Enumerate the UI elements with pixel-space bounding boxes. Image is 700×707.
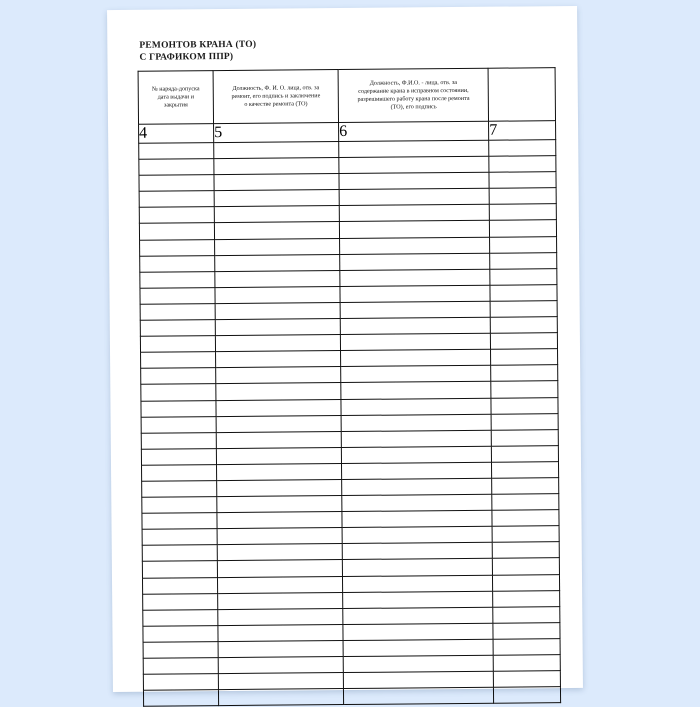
cell-repair-responsible xyxy=(217,544,342,561)
cell-order-number xyxy=(141,416,216,433)
cell-order-number xyxy=(143,690,218,707)
cell-crane-condition-responsible xyxy=(340,285,490,302)
cell-repair-responsible xyxy=(214,206,339,223)
cell-order-number xyxy=(140,336,215,353)
cell-repair-responsible xyxy=(217,463,342,480)
cell-notes xyxy=(490,252,557,269)
cell-order-number xyxy=(141,400,216,417)
cell-notes xyxy=(490,317,557,334)
cell-repair-responsible xyxy=(218,657,343,674)
column-number-6: 6 xyxy=(339,121,489,141)
cell-notes xyxy=(491,397,558,414)
cell-order-number xyxy=(143,674,218,691)
cell-notes xyxy=(491,413,558,430)
cell-crane-condition-responsible xyxy=(343,639,493,656)
cell-order-number xyxy=(141,368,216,385)
cell-repair-responsible xyxy=(218,624,343,641)
page-content xyxy=(137,36,560,672)
cell-repair-responsible xyxy=(214,174,339,191)
cell-crane-condition-responsible xyxy=(342,462,492,479)
cell-notes xyxy=(492,542,559,559)
cell-order-number xyxy=(141,384,216,401)
cell-crane-condition-responsible xyxy=(339,156,489,173)
cell-notes xyxy=(493,622,560,639)
cell-notes xyxy=(493,606,560,623)
cell-repair-responsible xyxy=(216,383,341,400)
cell-notes xyxy=(490,268,557,285)
cell-notes xyxy=(492,494,559,511)
cell-notes xyxy=(489,156,556,173)
cell-repair-responsible xyxy=(215,335,340,352)
cell-crane-condition-responsible xyxy=(341,446,491,463)
table-body xyxy=(139,140,561,707)
cell-notes xyxy=(491,333,558,350)
cell-notes xyxy=(493,639,560,656)
cell-repair-responsible xyxy=(218,576,343,593)
cell-repair-responsible xyxy=(216,415,341,432)
cell-crane-condition-responsible xyxy=(339,172,489,189)
cell-crane-condition-responsible xyxy=(342,494,492,511)
cell-crane-condition-responsible xyxy=(341,333,491,350)
cell-crane-condition-responsible xyxy=(341,349,491,366)
cell-notes xyxy=(494,671,561,688)
table-row xyxy=(143,687,560,707)
cell-notes xyxy=(489,140,556,157)
cell-notes xyxy=(494,687,561,704)
cell-crane-condition-responsible xyxy=(343,607,493,624)
cell-notes xyxy=(492,445,559,462)
cell-notes xyxy=(489,188,556,205)
cell-repair-responsible xyxy=(215,254,340,271)
cell-order-number xyxy=(139,207,214,224)
cell-order-number xyxy=(142,545,217,562)
cell-crane-condition-responsible xyxy=(340,253,490,270)
cell-order-number xyxy=(139,143,214,160)
cell-notes xyxy=(490,301,557,318)
cell-crane-condition-responsible xyxy=(343,591,493,608)
cell-repair-responsible xyxy=(214,222,339,239)
cell-crane-condition-responsible xyxy=(342,478,492,495)
cell-notes xyxy=(492,526,559,543)
cell-crane-condition-responsible xyxy=(340,301,490,318)
cell-notes xyxy=(492,462,559,479)
cell-order-number xyxy=(140,304,215,321)
cell-repair-responsible xyxy=(216,431,341,448)
page-title-line-1: РЕМОНТОВ КРАНА (ТО) xyxy=(139,39,257,51)
cell-notes xyxy=(490,220,557,237)
cell-crane-condition-responsible xyxy=(341,398,491,415)
cell-repair-responsible xyxy=(218,640,343,657)
cell-repair-responsible xyxy=(215,238,340,255)
cell-crane-condition-responsible xyxy=(342,543,492,560)
cell-repair-responsible xyxy=(217,528,342,545)
cell-crane-condition-responsible xyxy=(342,510,492,527)
cell-repair-responsible xyxy=(216,447,341,464)
cell-repair-responsible xyxy=(217,560,342,577)
cell-order-number xyxy=(140,271,215,288)
cell-crane-condition-responsible xyxy=(343,655,493,672)
cell-crane-condition-responsible xyxy=(343,623,493,640)
cell-repair-responsible xyxy=(214,142,339,159)
cell-crane-condition-responsible xyxy=(341,414,491,431)
cell-notes xyxy=(491,365,558,382)
cell-repair-responsible xyxy=(214,190,339,207)
cell-repair-responsible xyxy=(215,319,340,336)
cell-repair-responsible xyxy=(214,158,339,175)
cell-order-number xyxy=(142,481,217,498)
column-header-repair-responsible: Должность, Ф. И. О. лица, отв. за ремонт, его подпись и заключение о качестве ремонта (ТО) xyxy=(213,70,339,124)
cell-repair-responsible xyxy=(216,367,341,384)
cell-repair-responsible xyxy=(215,302,340,319)
cell-crane-condition-responsible xyxy=(341,382,491,399)
cell-order-number xyxy=(143,642,218,659)
cell-repair-responsible xyxy=(219,689,344,706)
cell-notes xyxy=(491,381,558,398)
cell-crane-condition-responsible xyxy=(340,221,490,238)
cell-notes xyxy=(492,510,559,527)
column-header-notes xyxy=(488,68,555,122)
cell-order-number xyxy=(143,625,218,642)
cell-order-number xyxy=(141,448,216,465)
cell-crane-condition-responsible xyxy=(340,269,490,286)
cell-order-number xyxy=(142,577,217,594)
cell-order-number xyxy=(142,529,217,546)
column-number-5: 5 xyxy=(214,123,339,143)
cell-crane-condition-responsible xyxy=(342,559,492,576)
cell-crane-condition-responsible xyxy=(342,526,492,543)
cell-order-number xyxy=(140,239,215,256)
cell-order-number xyxy=(142,465,217,482)
column-header-crane-condition-responsible: Должность, Ф.И.О. - лица, отв. за содержание крана в исправном состоянии, разрешившего работу крана после ремонта (ТО), его подпись xyxy=(338,68,489,122)
cell-crane-condition-responsible xyxy=(344,687,494,704)
cell-notes xyxy=(492,478,559,495)
cell-crane-condition-responsible xyxy=(339,189,489,206)
cell-repair-responsible xyxy=(217,480,342,497)
cell-crane-condition-responsible xyxy=(341,430,491,447)
column-number-7: 7 xyxy=(489,121,556,141)
cell-order-number xyxy=(140,255,215,272)
cell-crane-condition-responsible xyxy=(343,671,493,688)
cell-notes xyxy=(489,172,556,189)
cell-crane-condition-responsible xyxy=(339,205,489,222)
cell-repair-responsible xyxy=(218,673,343,690)
cell-order-number xyxy=(139,175,214,192)
cell-repair-responsible xyxy=(218,592,343,609)
cell-notes xyxy=(490,236,557,253)
cell-repair-responsible xyxy=(216,351,341,368)
cell-notes xyxy=(491,349,558,366)
cell-crane-condition-responsible xyxy=(339,140,489,157)
document-page xyxy=(107,6,583,692)
cell-order-number xyxy=(139,159,214,176)
cell-repair-responsible xyxy=(217,496,342,513)
cell-order-number xyxy=(142,513,217,530)
cell-notes xyxy=(493,558,560,575)
page-title-line-2: С ГРАФИКОМ ППР) xyxy=(139,51,234,63)
cell-crane-condition-responsible xyxy=(340,237,490,254)
cell-crane-condition-responsible xyxy=(343,575,493,592)
cell-repair-responsible xyxy=(217,512,342,529)
cell-order-number xyxy=(140,287,215,304)
cell-notes xyxy=(490,284,557,301)
cell-notes xyxy=(493,655,560,672)
cell-order-number xyxy=(139,191,214,208)
cell-repair-responsible xyxy=(215,286,340,303)
cell-repair-responsible xyxy=(215,270,340,287)
cell-crane-condition-responsible xyxy=(340,317,490,334)
cell-notes xyxy=(491,429,558,446)
cell-notes xyxy=(493,574,560,591)
column-number-4: 4 xyxy=(139,124,214,144)
column-header-order-number: № наряда-допуска дата выдачи и закрытия xyxy=(138,71,214,125)
cell-order-number xyxy=(139,223,214,240)
header-row xyxy=(138,68,555,125)
cell-order-number xyxy=(143,593,218,610)
cell-order-number xyxy=(141,432,216,449)
cell-order-number xyxy=(142,561,217,578)
cell-order-number xyxy=(142,497,217,514)
registry-table xyxy=(138,67,562,707)
table-header xyxy=(138,68,556,144)
cell-notes xyxy=(493,590,560,607)
cell-repair-responsible xyxy=(216,399,341,416)
cell-notes xyxy=(489,204,556,221)
page-title xyxy=(139,36,555,64)
cell-order-number xyxy=(141,352,216,369)
cell-crane-condition-responsible xyxy=(341,366,491,383)
cell-order-number xyxy=(143,658,218,675)
cell-order-number xyxy=(143,609,218,626)
cell-repair-responsible xyxy=(218,608,343,625)
cell-order-number xyxy=(140,320,215,337)
